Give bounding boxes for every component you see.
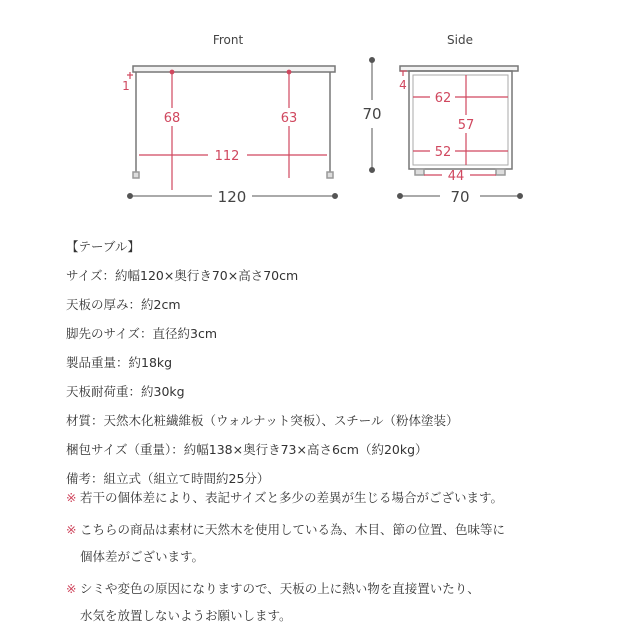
side-inner-bottom-label: 52 (434, 145, 452, 160)
front-dimension-lines (127, 70, 327, 190)
note-mark: ※ (66, 581, 77, 596)
side-total-depth-label: 70 (450, 188, 470, 206)
spec-heading: 【テーブル】 (66, 239, 140, 254)
spec-list (66, 232, 626, 493)
front-top-thickness-label: 1 (122, 79, 130, 93)
front-inner-width-label: 112 (214, 149, 240, 164)
side-top-offset-label: 4 (399, 78, 407, 92)
front-total-width-label: 120 (217, 188, 247, 206)
note-item (66, 484, 631, 511)
height-label: 70 (362, 105, 382, 123)
note-mark: ※ (66, 522, 77, 537)
spec-material: 材質：天然木化粧繊維板（ウォルナット突板）、スチール（粉体塗装） (66, 413, 459, 428)
note-text: 若干の個体差により、表記サイズと多少の差異が生じる場合がございます。 (80, 490, 504, 505)
spec-leg-size: 脚先のサイズ：直径約3cm (66, 326, 218, 341)
note-item (66, 516, 631, 570)
spec-remarks: 備考：組立式（組立て時間約25分） (66, 471, 270, 486)
spec-weight: 製品重量：約18kg (66, 355, 173, 370)
note-text: こちらの商品は素材に天然木を使用している為、木目、節の位置、色味等に (80, 522, 506, 537)
front-title: Front (212, 33, 244, 47)
spec-load-capacity: 天板耐荷重：約30kg (66, 384, 185, 399)
notes-list (66, 484, 631, 634)
spec-package: 梱包サイズ（重量）：約幅138×奥行き73×高さ6cm（約20kg） (66, 442, 428, 457)
spec-size: サイズ：約幅120×奥行き70×高さ70cm (66, 268, 299, 283)
front-leg-left-label: 68 (163, 111, 181, 126)
note-text: シミや変色の原因になりますので、天板の上に熱い物を直接置いたり、 (80, 581, 480, 596)
note-text: 個体差がございます。 (80, 549, 205, 564)
side-title: Side (447, 33, 473, 47)
side-inner-top-label: 62 (434, 91, 452, 106)
note-item (66, 575, 631, 629)
spec-top-thickness: 天板の厚み：約2cm (66, 297, 181, 312)
note-text: 水気を放置しないようお願いします。 (80, 608, 292, 623)
side-inner-height-label: 57 (457, 118, 475, 133)
note-mark: ※ (66, 490, 77, 505)
front-leg-right-label: 63 (280, 111, 298, 126)
dimension-diagram (0, 0, 640, 230)
side-dimension-lines (400, 71, 508, 175)
side-foot-label: 44 (447, 169, 465, 184)
